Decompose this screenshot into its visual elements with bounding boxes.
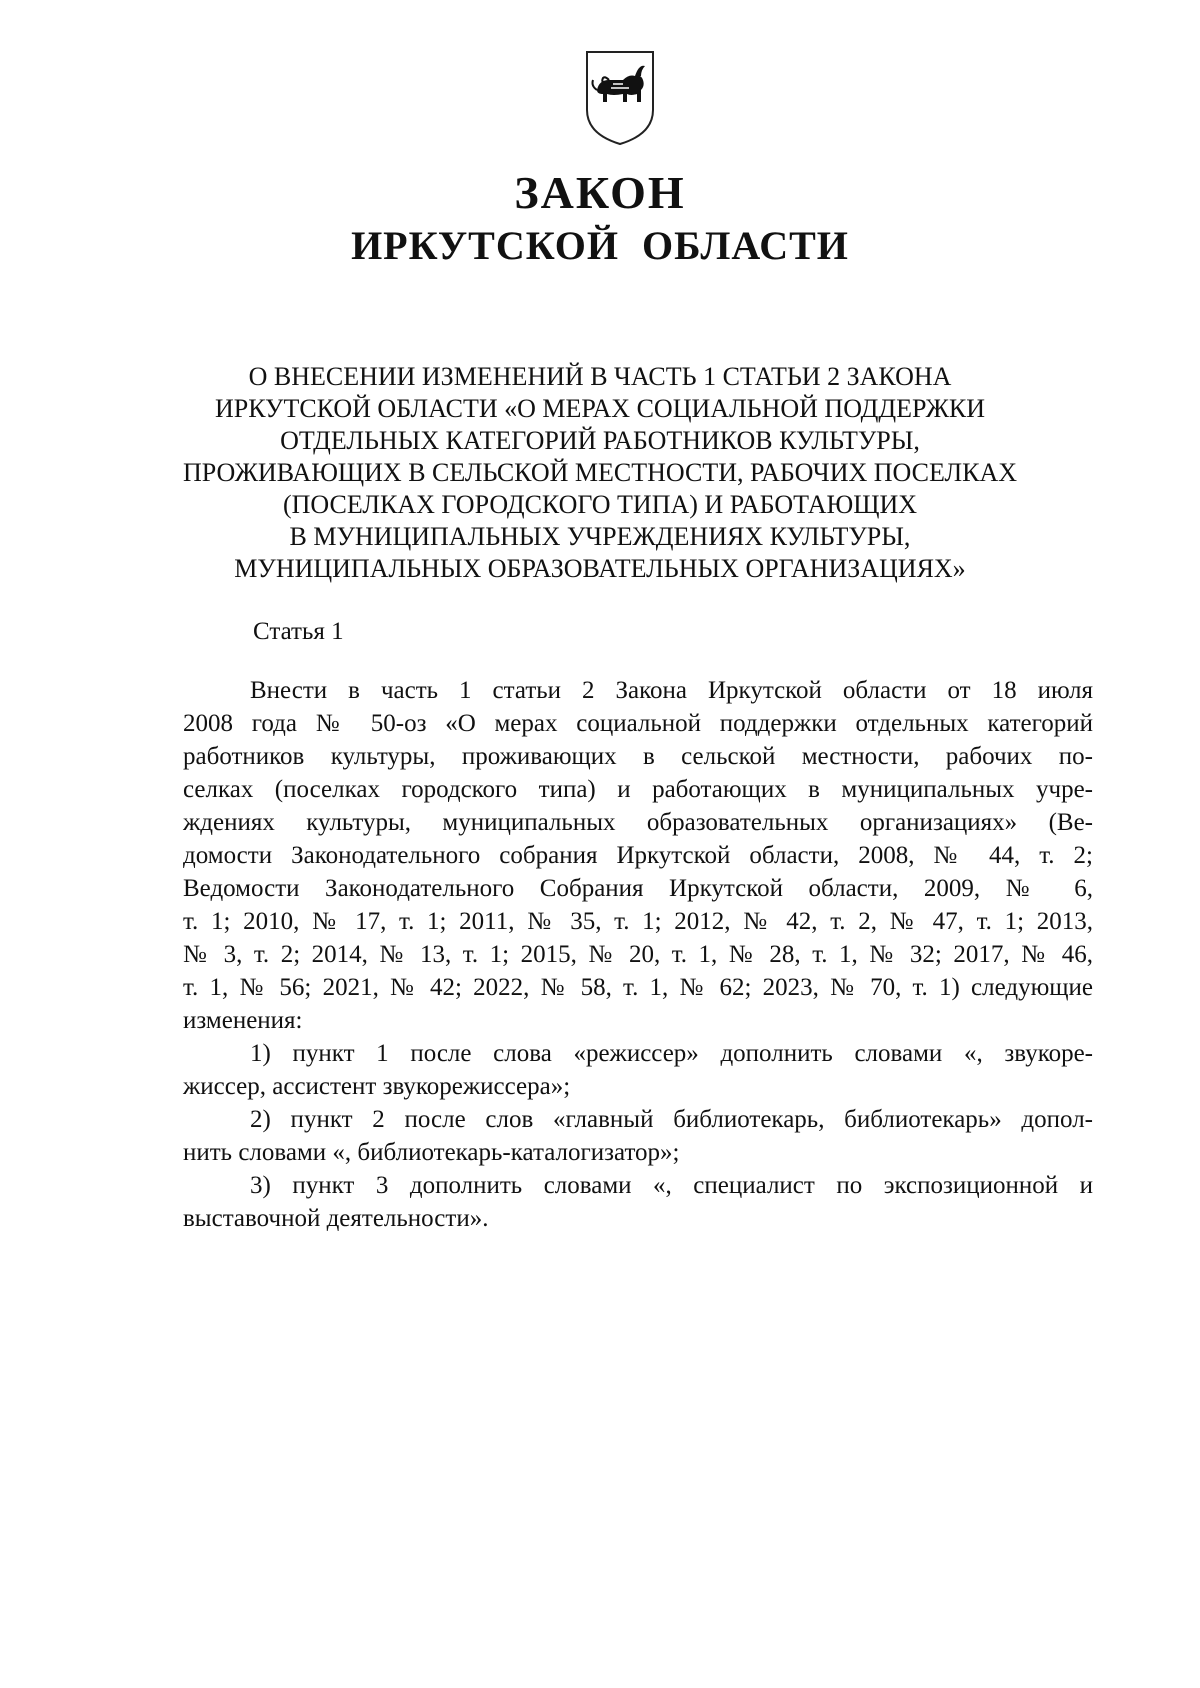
paragraph-line: Внести в часть 1 статьи 2 Закона Иркутской области от 18 июля xyxy=(250,677,1093,704)
paragraph-line: работников культуры, проживающих в сельской местности, рабочих по- xyxy=(183,743,1093,770)
paragraph-line: т. 1; 2010, № 17, т. 1; 2011, № 35, т. 1; 2012, № 42, т. 2, № 47, т. 1; 2013, xyxy=(183,908,1093,935)
subject-line: ПРОЖИВАЮЩИХ В СЕЛЬСКОЙ МЕСТНОСТИ, РАБОЧИХ ПОСЕЛКАХ xyxy=(182,458,1018,487)
paragraph-line: домости Законодательного собрания Иркутской области, 2008, № 44, т. 2; xyxy=(183,842,1093,869)
article-heading: Статья 1 xyxy=(253,618,344,645)
subject-line: В МУНИЦИПАЛЬНЫХ УЧРЕЖДЕНИЯХ КУЛЬТУРЫ, xyxy=(289,522,911,551)
subject-line: МУНИЦИПАЛЬНЫХ ОБРАЗОВАТЕЛЬНЫХ ОРГАНИЗАЦИЯХ» xyxy=(234,554,966,583)
paragraph-line: 3) пункт 3 дополнить словами «, специалист по экспозиционной и xyxy=(250,1172,1093,1199)
amendment-item-2 xyxy=(183,1103,1093,1169)
paragraph-line: жиссер, ассистент звукорежиссера»; xyxy=(183,1073,571,1100)
law-title: ЗАКОН xyxy=(514,167,686,218)
article-main-paragraph xyxy=(183,674,1093,1037)
paragraph-line: нить словами «, библиотекарь-каталогизатор»; xyxy=(183,1139,680,1166)
subject-line: О ВНЕСЕНИИ ИЗМЕНЕНИЙ В ЧАСТЬ 1 СТАТЬИ 2 ЗАКОНА xyxy=(248,362,952,391)
paragraph-line: селках (поселках городского типа) и работающих в муниципальных учре- xyxy=(183,776,1093,803)
paragraph-line: Ведомости Законодательного Собрания Иркутской области, 2009, № 6, xyxy=(183,875,1093,902)
paragraph-line: 2008 года № 50-оз «О мерах социальной поддержки отдельных категорий xyxy=(183,710,1093,737)
amendment-item-3 xyxy=(183,1169,1093,1235)
law-subject-heading xyxy=(150,361,1050,585)
paragraph-line: выставочной деятельности». xyxy=(183,1205,489,1232)
paragraph-line: 2) пункт 2 после слов «главный библиотекарь, библиотекарь» допол- xyxy=(250,1106,1093,1133)
coat-of-arms-icon xyxy=(583,50,657,146)
paragraph-line: т. 1, № 56; 2021, № 42; 2022, № 58, т. 1, № 62; 2023, № 70, т. 1) следующие xyxy=(183,974,1093,1001)
subject-line: (ПОСЕЛКАХ ГОРОДСКОГО ТИПА) И РАБОТАЮЩИХ xyxy=(282,490,918,519)
paragraph-line: № 3, т. 2; 2014, № 13, т. 1; 2015, № 20, т. 1, № 28, т. 1, № 32; 2017, № 46, xyxy=(183,941,1093,968)
subject-line: ОТДЕЛЬНЫХ КАТЕГОРИЙ РАБОТНИКОВ КУЛЬТУРЫ, xyxy=(280,426,920,455)
paragraph-line: 1) пункт 1 после слова «режиссер» дополнить словами «, звукоре- xyxy=(250,1040,1093,1067)
paragraph-line: изменения: xyxy=(183,1007,303,1034)
law-region-title: ИРКУТСКОЙ ОБЛАСТИ xyxy=(351,223,849,268)
subject-line: ИРКУТСКОЙ ОБЛАСТИ «О МЕРАХ СОЦИАЛЬНОЙ ПОДДЕРЖКИ xyxy=(215,394,985,423)
amendment-item-1 xyxy=(183,1037,1093,1103)
paragraph-line: ждениях культуры, муниципальных образовательных организациях» (Ве- xyxy=(183,809,1093,836)
